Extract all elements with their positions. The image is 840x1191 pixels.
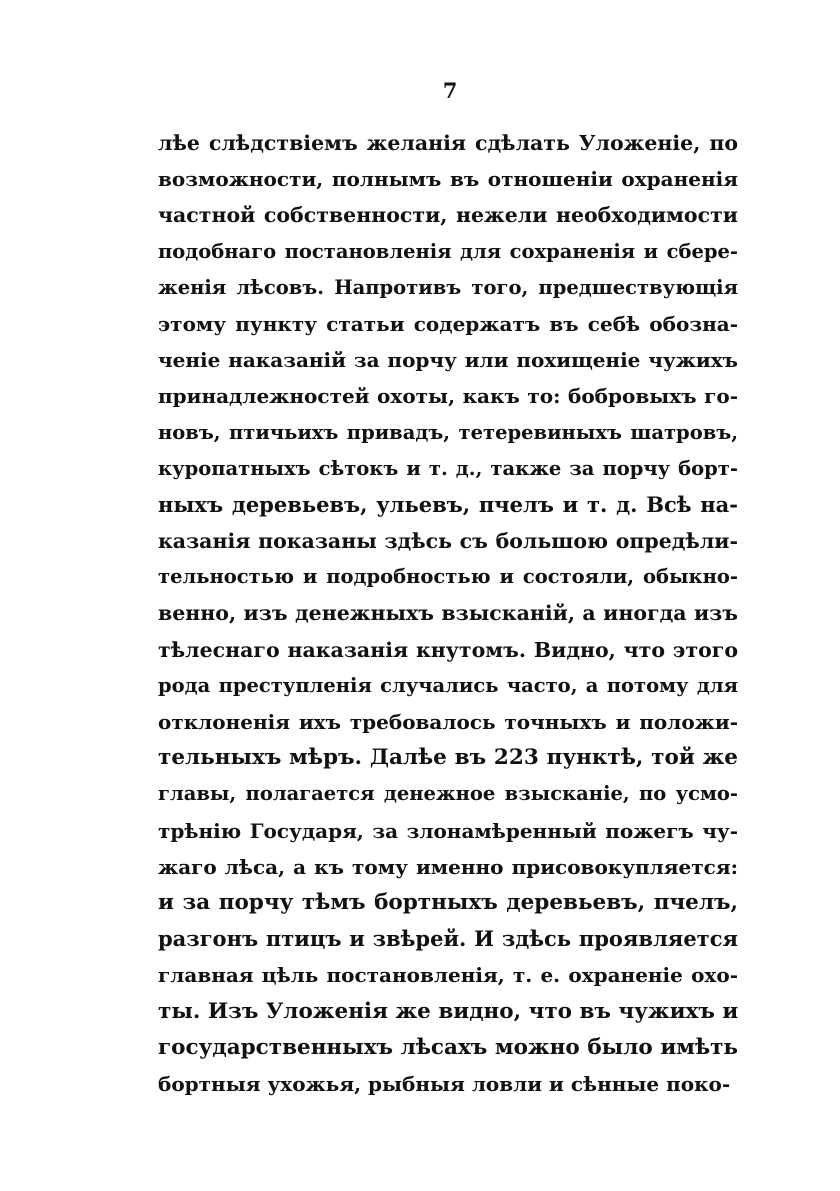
- text-line: бортныя ухожья, рыбныя ловли и сѣнные поко-: [158, 1071, 731, 1096]
- text-line: жаго лѣса, а къ тому именно присовокупляется:: [158, 854, 738, 879]
- text-line: отклоненія ихъ требовалось точныхъ и положи-: [158, 710, 738, 734]
- text-line: лѣе слѣдствіемъ желанія сдѣлать Уложеніе, по: [158, 131, 738, 155]
- text-line: женія лѣсовъ. Напротивъ того, предшествующія: [158, 275, 738, 299]
- text-line: разгонъ птицъ и звѣрей. И здѣсь проявляется: [158, 926, 738, 952]
- text-line: тельностью и подробностью и состояли, обыкно-: [158, 565, 738, 589]
- text-line: казанія показаны здѣсь съ большою опредѣли-: [158, 529, 738, 554]
- text-line: подобнаго постановленія для сохраненія и сбере-: [158, 239, 738, 263]
- text-line: главы, полагается денежное взысканіе, по усмо-: [158, 782, 738, 806]
- text-line: ты. Изъ Уложенія же видно, что въ чужихъ и: [158, 998, 738, 1024]
- text-line: и за порчу тѣмъ бортныхъ деревьевъ, пчелъ,: [158, 889, 738, 915]
- text-line: ченіе наказаній за порчу или похищеніе чужихъ: [158, 348, 738, 373]
- text-line: принадлежностей охоты, какъ то: бобровыхъ го-: [158, 384, 738, 409]
- text-line: государственныхъ лѣсахъ можно было имѣть: [158, 1034, 738, 1060]
- text-line: частной собственности, нежели необходимости: [158, 203, 738, 228]
- text-line: главная цѣль постановленія, т. е. охраненіе охо-: [158, 963, 738, 988]
- text-line: тельныхъ мѣръ. Далѣе въ 223 пунктѣ, той же: [158, 745, 738, 771]
- text-line: новъ, птичьихъ привадъ, тетеревиныхъ шатровъ,: [158, 420, 738, 444]
- text-line: этому пункту статьи содержатъ въ себѣ обозна-: [158, 311, 738, 336]
- page-number: 7: [442, 78, 458, 103]
- text-line: куропатныхъ сѣтокъ и т. д., также за порчу борт-: [158, 456, 738, 480]
- body-text: [158, 125, 738, 1102]
- text-line: ныхъ деревьевъ, ульевъ, пчелъ и т. д. Всѣ на-: [158, 491, 738, 517]
- text-line: венно, изъ денежныхъ взысканій, а иногда изъ: [158, 601, 738, 626]
- text-line: тѣлеснаго наказанія кнутомъ. Видно, что этого: [158, 637, 738, 662]
- text-line: трѣнію Государя, за злонамѣренный пожегъ чу-: [158, 818, 738, 843]
- text-line: рода преступленія случались часто, а потому для: [158, 673, 738, 697]
- text-line: возможности, полнымъ въ отношеніи охраненія: [158, 167, 738, 192]
